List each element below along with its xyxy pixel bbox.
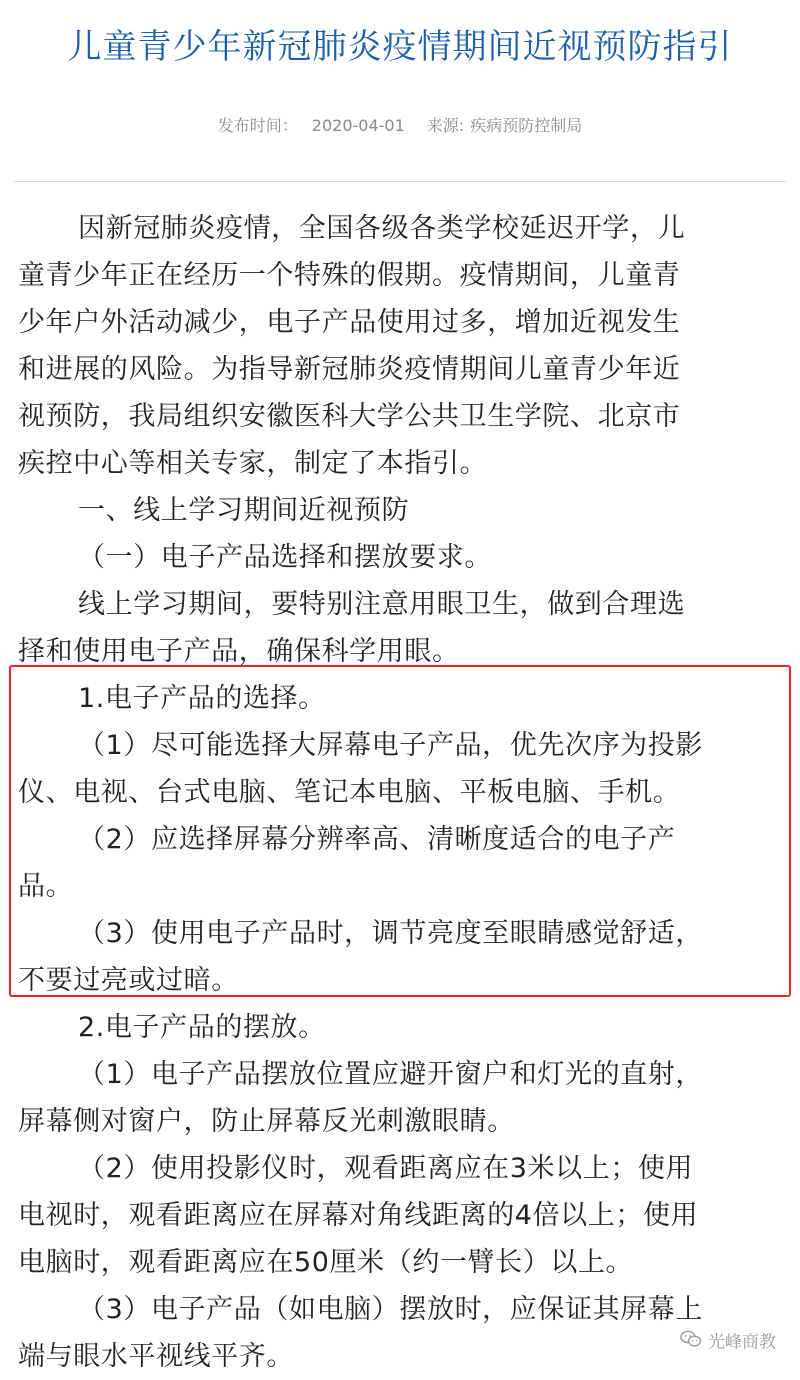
paragraph-line: 线上学习期间，要特别注意用眼卫生，做到合理选 (78, 589, 686, 620)
article-body (18, 205, 788, 1380)
paragraph-line: 电脑时，观看距离应在50厘米（约一臂长）以上。 (18, 1247, 634, 1278)
paragraph-line: 屏幕侧对窗户，防止屏幕反光刺激眼睛。 (18, 1106, 515, 1137)
page-title: 儿童青少年新冠肺炎疫情期间近视预防指引 (67, 27, 733, 67)
wechat-icon (680, 1330, 702, 1355)
paragraph-line: 择和使用电子产品，确保科学用眼。 (18, 636, 460, 667)
publish-date: 2020-04-01 (311, 116, 405, 135)
list-item: （2）应选择屏幕分辨率高、清晰度适合的电子产 (78, 824, 676, 855)
publish-label: 发布时间： (217, 116, 298, 135)
watermark (680, 1330, 776, 1355)
source-name: 疾病预防控制局 (470, 116, 583, 135)
list-item: （1）电子产品摆放位置应避开窗户和灯光的直射， (78, 1059, 703, 1090)
paragraph-line: 不要过亮或过暗。 (18, 965, 239, 996)
paragraph-line: 少年户外活动减少，电子产品使用过多，增加近视发生 (18, 307, 681, 338)
paragraph-line: 和进展的风险。为指导新冠肺炎疫情期间儿童青少年近 (18, 354, 681, 385)
paragraph-line: 品。 (18, 871, 74, 902)
paragraph-line: 因新冠肺炎疫情，全国各级各类学校延迟开学，儿 (78, 213, 686, 244)
source-label: 来源: (426, 116, 465, 135)
list-item: （1）尽可能选择大屏幕电子产品，优先次序为投影 (78, 730, 703, 761)
section-heading: 一、线上学习期间近视预防 (78, 495, 410, 526)
list-item: （3）使用电子产品时，调节亮度至眼睛感觉舒适， (78, 918, 703, 949)
paragraph-line: 端与眼水平视线平齐。 (18, 1341, 294, 1372)
watermark-text: 光峰商教 (708, 1332, 776, 1353)
list-item: （3）电子产品（如电脑）摆放时，应保证其屏幕上 (78, 1294, 703, 1325)
paragraph-line: 疾控中心等相关专家，制定了本指引。 (18, 448, 488, 479)
paragraph-line: 童青少年正在经历一个特殊的假期。疫情期间，儿童青 (18, 260, 681, 291)
item-heading: 1.电子产品的选择。 (78, 683, 326, 714)
article-meta (0, 114, 800, 138)
header-divider (14, 181, 786, 182)
list-item: （2）使用投影仪时，观看距离应在3米以上；使用 (78, 1153, 694, 1184)
item-heading: 2.电子产品的摆放。 (78, 1012, 326, 1043)
paragraph-line: 仪、电视、台式电脑、笔记本电脑、平板电脑、手机。 (18, 777, 681, 808)
paragraph-line: 视预防，我局组织安徽医科大学公共卫生学院、北京市 (18, 401, 681, 432)
subsection-heading: （一）电子产品选择和摆放要求。 (78, 542, 492, 573)
paragraph-line: 电视时，观看距离应在屏幕对角线距离的4倍以上；使用 (18, 1200, 699, 1231)
